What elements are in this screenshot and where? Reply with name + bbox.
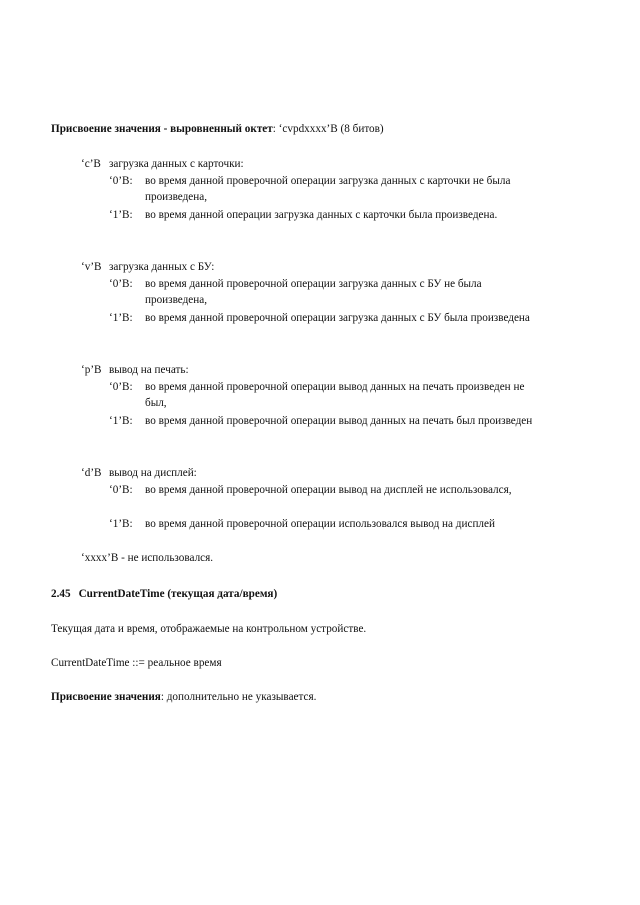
section-name: CurrentDateTime (текущая дата/время) [78, 588, 278, 600]
option-code: ‘1’B: [109, 209, 133, 221]
bit-v-heading [81, 259, 214, 275]
section-number: 2.45 [51, 588, 71, 600]
option-text: во время данной проверочной операции вывод данных на печать произведен не был, [145, 381, 525, 409]
option-code: ‘1’B: [109, 415, 133, 427]
section-description: Текущая дата и время, отображаемые на контрольном устройстве. [51, 623, 367, 635]
option-code: ‘1’B: [109, 518, 133, 530]
bit-label: вывод на дисплей: [109, 467, 197, 479]
bit-label: загрузка данных с БУ: [109, 261, 215, 273]
option-code: ‘1’B: [109, 312, 133, 324]
bit-code: ‘v’B [81, 261, 102, 273]
option-code: ‘0’B: [109, 278, 133, 290]
heading-label: Присвоение значения - выровненный октет [51, 123, 273, 135]
option-text: во время данной проверочной операции вывод на дисплей не использовался, [145, 484, 512, 496]
bit-code: ‘d’B [81, 467, 102, 479]
bit-label: загрузка данных с карточки: [109, 158, 244, 170]
unused-bits-note: ‘xxxx’B - не использовался. [81, 552, 214, 564]
bit-label: вывод на печать: [109, 364, 189, 376]
bit-d-heading [81, 465, 197, 481]
section-title [51, 586, 277, 602]
option-text: во время данной проверочной операции использовался вывод на дисплей [145, 518, 495, 530]
bit-code: ‘p’B [81, 364, 102, 376]
value-assignment-label: Присвоение значения [51, 691, 161, 703]
option-text: во время данной операции загрузка данных с карточки была произведена. [145, 209, 498, 221]
option-text: во время данной проверочной операции загрузка данных с карточки не была произведена, [145, 175, 511, 203]
bit-code: ‘c’B [81, 158, 101, 170]
type-definition: CurrentDateTime ::= реальное время [51, 657, 222, 669]
option-text: во время данной проверочной операции загрузка данных с БУ не была произведена, [145, 278, 482, 306]
option-text: во время данной проверочной операции загрузка данных с БУ была произведена [145, 312, 530, 324]
value-assignment-line [51, 689, 316, 705]
option-code: ‘0’B: [109, 175, 133, 187]
bit-p-heading [81, 362, 189, 378]
option-code: ‘0’B: [109, 484, 133, 496]
heading-value: : ‘cvpdxxxx’B (8 битов) [272, 123, 384, 135]
bit-c-heading [81, 156, 244, 172]
option-text: во время данной проверочной операции вывод данных на печать был произведен [145, 415, 533, 427]
value-assignment-heading [51, 121, 384, 137]
option-code: ‘0’B: [109, 381, 133, 393]
value-assignment-text: : дополнительно не указывается. [160, 691, 317, 703]
